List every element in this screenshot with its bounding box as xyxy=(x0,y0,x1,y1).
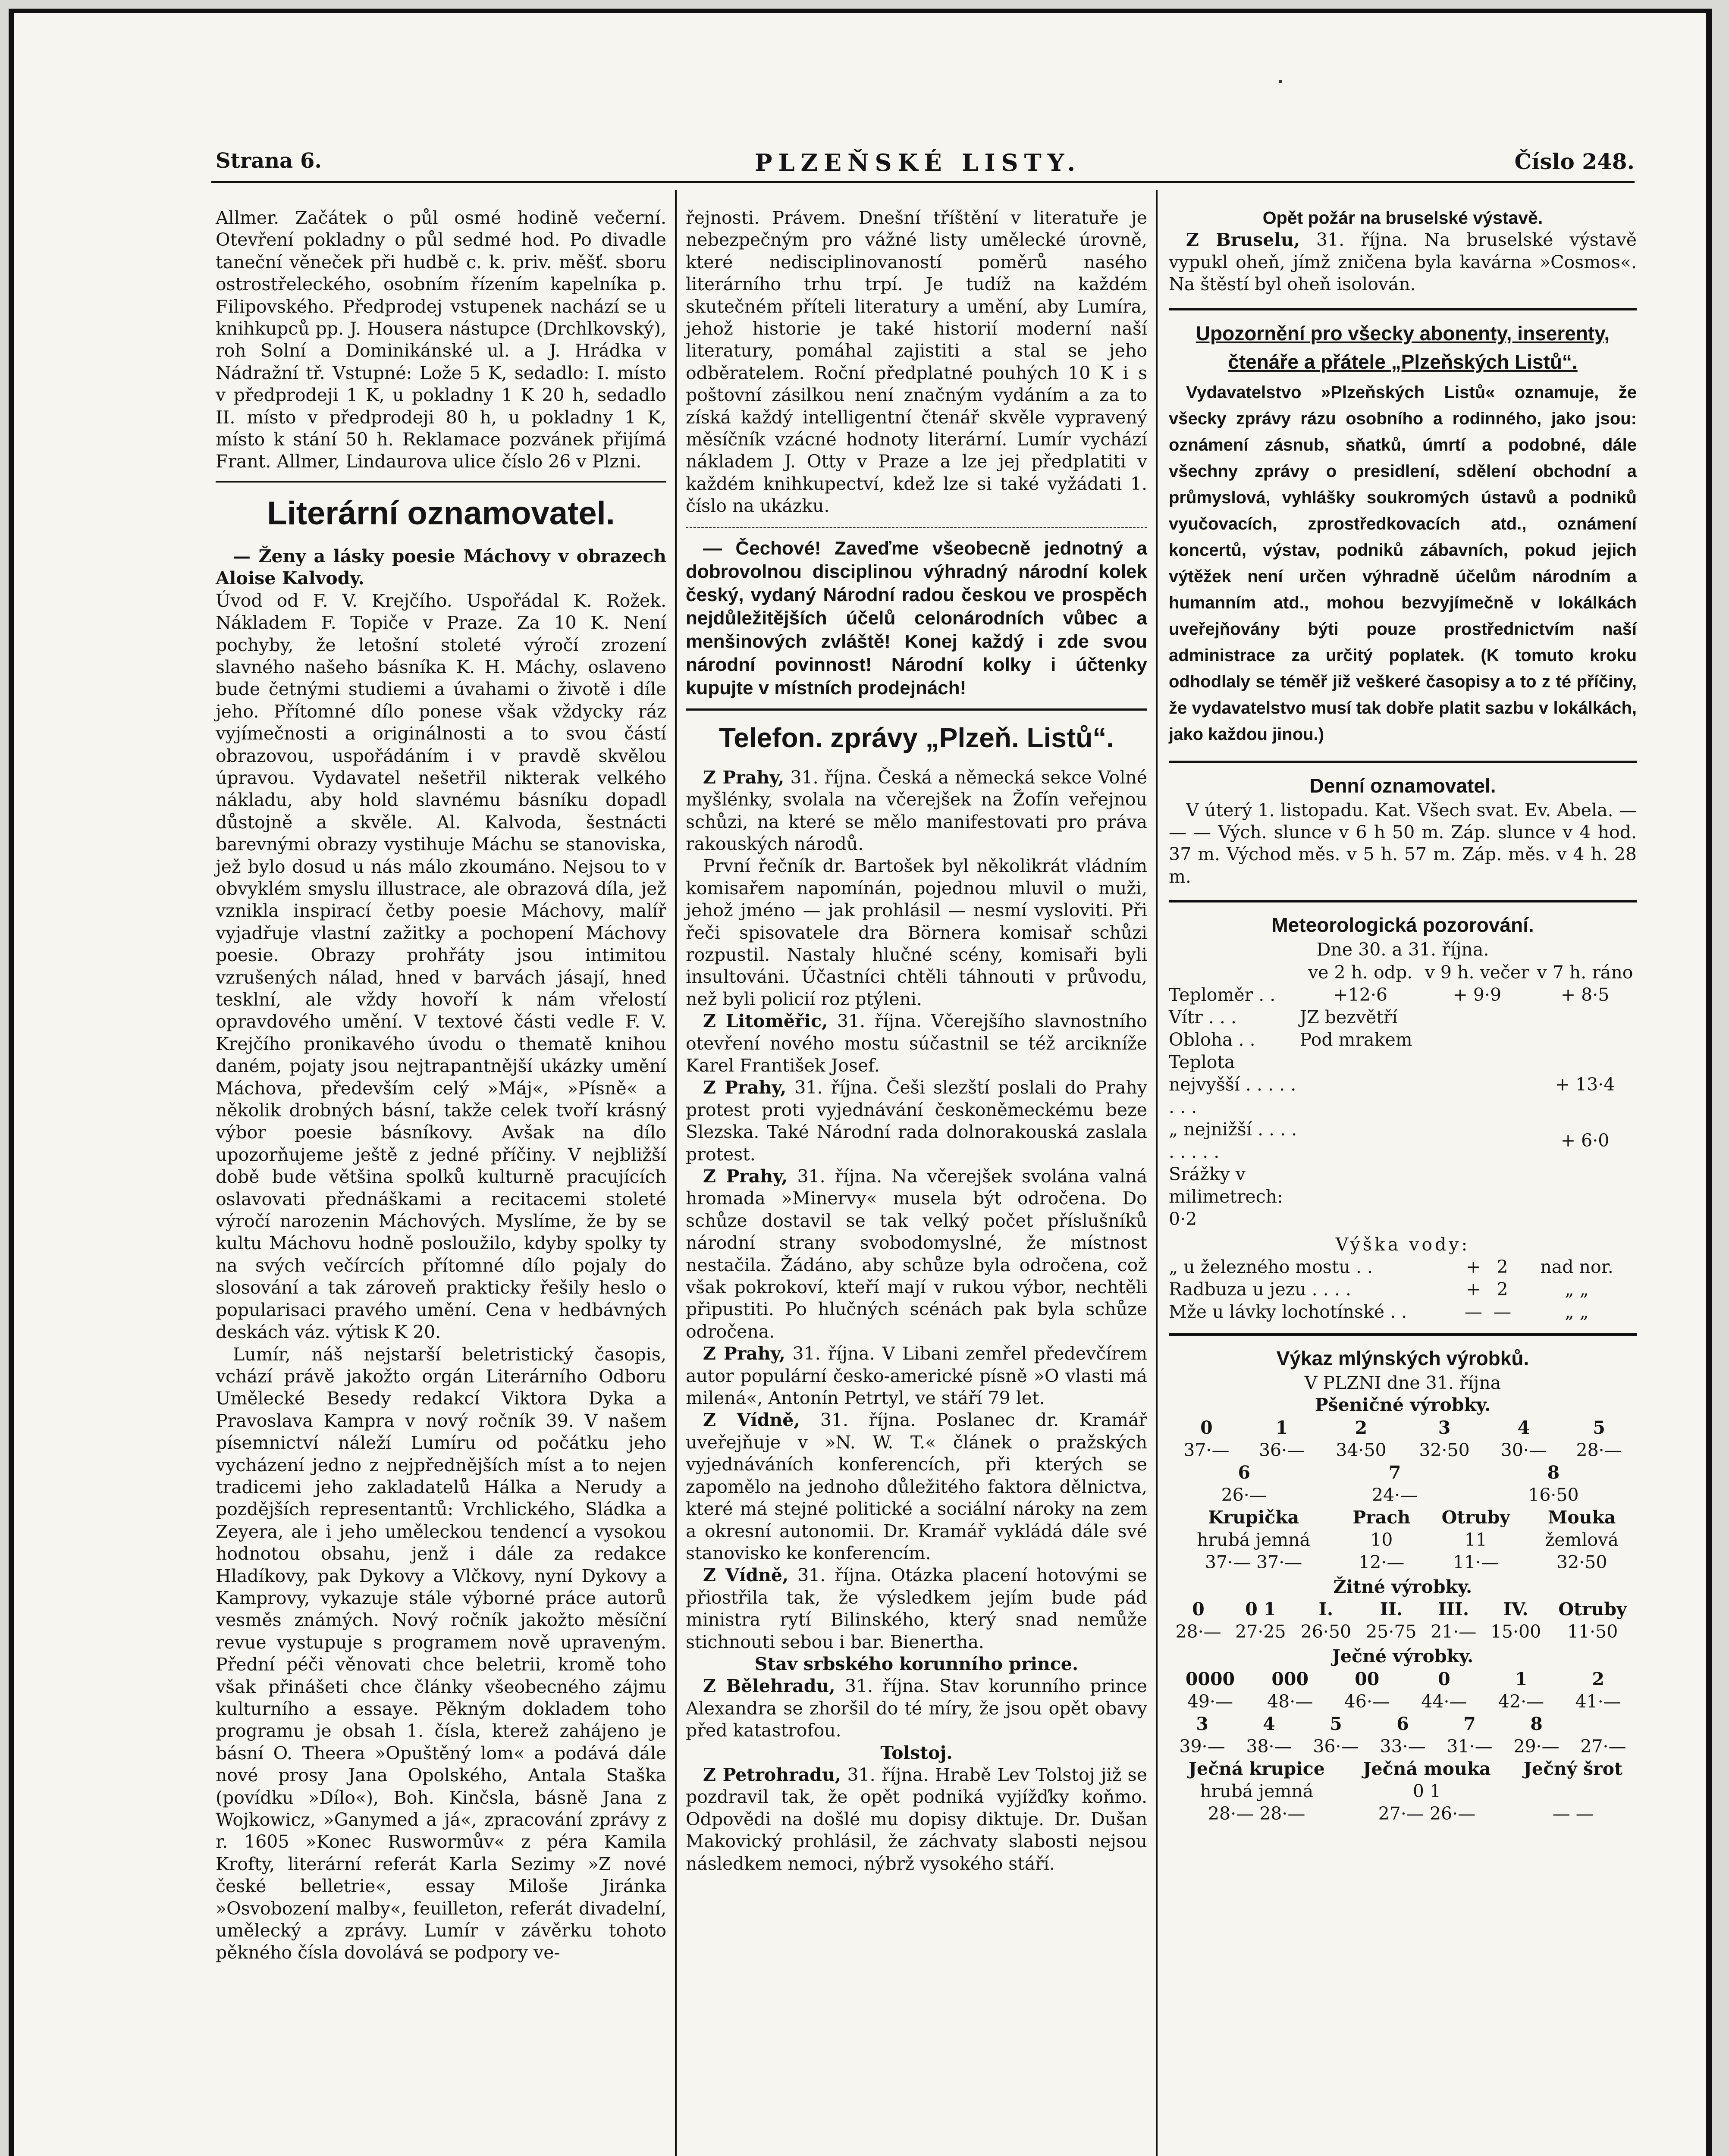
water-row xyxy=(1169,1278,1637,1300)
price-cell: 33·— xyxy=(1380,1736,1426,1757)
section-rule xyxy=(1169,1333,1637,1336)
price-cell: 41·— xyxy=(1575,1691,1621,1712)
meteo-value xyxy=(1421,1028,1534,1051)
price-cell: 42·— xyxy=(1498,1691,1544,1712)
news-dateline: Z Vídně, xyxy=(703,1565,789,1586)
price-cell: 8 xyxy=(1547,1462,1560,1483)
mill-title: Výkaz mlýnských výrobků. xyxy=(1276,1347,1529,1370)
price-cell: 00 xyxy=(1355,1668,1380,1689)
meteo-value xyxy=(1533,1163,1637,1230)
price-cell: 49·— xyxy=(1187,1691,1233,1712)
price-cell: 12·— xyxy=(1359,1551,1405,1573)
water-label: Radbuza u jezu . . . . xyxy=(1169,1279,1351,1300)
water-sign: + xyxy=(1466,1257,1481,1278)
news-item xyxy=(686,1077,1147,1166)
news-dateline: Z Prahy, xyxy=(703,1166,788,1187)
news-dateline: Z Bělehradu, xyxy=(703,1676,835,1697)
price-cell: 25·75 xyxy=(1366,1621,1417,1642)
meteo-row xyxy=(1169,984,1637,1006)
price-cell: 11·— xyxy=(1453,1551,1499,1573)
price-cell: 26·50 xyxy=(1300,1621,1352,1642)
price-row xyxy=(1169,1735,1637,1758)
price-cell: 24·— xyxy=(1372,1484,1418,1505)
section-rule xyxy=(1169,900,1637,903)
water-sign: + xyxy=(1466,1279,1481,1300)
price-cell: 6 xyxy=(1238,1462,1250,1483)
column-rule-1 xyxy=(675,190,677,2156)
news-dateline: Z Prahy, xyxy=(703,1343,785,1364)
news-text: 31. října. Otázka placení hotovými se přiostřila tak, že výsledkem jejím bude pád ministra rytí Bilinského, který snad nemůže stichnouti sebou i bar. Bienertha. xyxy=(686,1565,1147,1652)
lumir-continuation: řejnosti. Právem. Dnešní tříštění v literatuře je nebezpečným pro vážné listy umělecké úrovně, které nedisciplinovaností poměrů nasého literárního trhu trpí. Je tudíž na každém skutečném příteli literatury a umění, aby Lumíra, jehož historie je také historií moderní naší literatury, pomáhal zajistiti a stal se jeho odběratelem. Roční předplatné pouhých 10 K i s poštovní zásilkou není značným vydáním a za to získá každý intelligentní čtenář skvěle vypravený měsíčník vzácné hodnoty literární. Lumír vychází nákladem J. Otty v Praze a lze jej předplatiti v každém knihkupectví, kdež lze si také vyžádati 1. číslo na ukázku. xyxy=(686,207,1147,517)
price-cell: 10 xyxy=(1370,1529,1393,1550)
meteo-value: + 6·0 xyxy=(1560,1130,1610,1151)
news-item xyxy=(686,1675,1147,1742)
price-table xyxy=(1169,1598,1637,1643)
news-text: 31. října. V Libani zemřel předevčírem autor populární česko-americké písně »O vlasti má milená«, Antonín Petrtyl, ve stáří 79 let. xyxy=(686,1343,1147,1409)
fire-dateline: Z Bruselu, xyxy=(1186,229,1300,251)
price-cell: I. xyxy=(1318,1599,1334,1620)
scan-top-edge xyxy=(9,9,1712,13)
price-cell: Ječný šrot xyxy=(1523,1758,1622,1779)
price-cell: 000 xyxy=(1271,1668,1309,1689)
price-cell: žemlová xyxy=(1545,1529,1619,1550)
meteo-label: „ nejnižší . . . . . . . . . xyxy=(1169,1119,1297,1162)
price-cell: 44·— xyxy=(1421,1691,1467,1712)
meteo-label: Vítr . . . xyxy=(1169,1006,1236,1028)
meteo-value: Pod mrakem xyxy=(1299,1029,1412,1050)
price-row xyxy=(1169,1598,1637,1620)
price-cell: 7 xyxy=(1463,1713,1476,1734)
review-body: Úvod od F. V. Krejčího. Uspořádal K. Rožek. Nákladem F. Topiče v Praze. Za 10 K. Není pochyby, že letošní stoleté výročí zrození slavného našeho básníka K. H. Máchy, oslaveno bude četnými studiemi a úvahami o životě i díle jeho. Přítomné dílo ponese však vždycky ráz vyjímečnosti a originálnosti a to svou částí obrazovou, uspořádáním i v pravdě skvělou úpravou. Vydavatel nešetřil nikterak velkého nákladu, aby hold slavnému básníku dopadl důstojně a skvěle. Al. Kalvoda, šestnácti barevnými obrazy vystihuje Máchu se stanoviska, jež bylo dosud u nás málo zkoumáno. Nejsou to v obvyklém smyslu illustrace, ale obrazová díla, jež vznikla inspirací četby poesie Máchovy, malíř vyjadřuje vlastní zažitky a pochopení Máchovy poesie. Obrazy prohřáty jsou intimitou vzrušených nálad, hned v barvách jásají, hned tesklní, ale vždy hovoří k nám vřelostí opravdového umění. V textové části vedle F. V. Krejčího pronikavého úvodu o thematě knihou daném, pojaty jsou nejtrapantnější ukázky umění Máchova, především celý »Máj«, »Písně« a několik drobných básní, takže celek tvoří krásný výbor poesie básníkovy. Avšak na dílo upozorňujeme ještě z jedné příčiny. V nejbližší době bude většina spolků kulturně pracujících oslavovati přednáškami a recitacemi stoleté výročí narozenin Máchových. Myslíme, že by se kultu Máchovu hodně posloužilo, kdyby spolky ty na svých večírcích přítomné dílo pojaly do slosování a tak zároveň prakticky řešily heslo o popularisaci pravého umění. Cena v hedbávných deskách váz. výtisk K 20. xyxy=(216,590,666,1343)
meteo-value xyxy=(1300,1118,1421,1163)
review-lead: — Ženy a lásky poesie Máchovy v obrazech Aloise Kalvody. xyxy=(216,545,666,589)
price-cell: 37·— 37·— xyxy=(1205,1551,1302,1573)
section-title-literary: Literární oznamovatel. xyxy=(267,495,615,532)
price-cell: 0 xyxy=(1438,1668,1450,1689)
column-1 xyxy=(216,207,666,1964)
meteo-value xyxy=(1533,1028,1637,1051)
price-cell: 37·— xyxy=(1183,1439,1230,1460)
meteo-value xyxy=(1533,1006,1637,1028)
news-list xyxy=(686,767,1147,1875)
water-val: — xyxy=(1494,1301,1512,1322)
price-cell: 32·50 xyxy=(1419,1439,1470,1460)
price-cell: 1 xyxy=(1515,1668,1528,1689)
news-dateline: Z Litoměřic, xyxy=(703,1011,828,1032)
price-row xyxy=(1169,1461,1637,1484)
header-rule xyxy=(211,181,1635,183)
section-rule xyxy=(1169,308,1637,310)
meteo-value xyxy=(1421,1006,1534,1028)
page-header xyxy=(216,149,1635,183)
price-table xyxy=(1169,1416,1637,1461)
water-unit: nad nor. xyxy=(1540,1257,1613,1278)
water-label: Mže u lávky lochotínské . . xyxy=(1169,1301,1407,1322)
price-cell: Otruby xyxy=(1558,1599,1627,1620)
water-unit: „ „ xyxy=(1565,1279,1589,1300)
meteo-row xyxy=(1169,1006,1637,1028)
price-cell: 5 xyxy=(1593,1417,1605,1438)
news-dateline: Z Vídně, xyxy=(703,1410,800,1431)
article-continuation: Allmer. Začátek o půl osmé hodině večerní. Otevření pokladny o půl sedmé hod. Po divadle taneční věneček při hudbě c. k. priv. měšť. sboru ostrostřeleckého, osobním řízením kapelníka p. Filipovského. Předprodej vstupenek nachází se u knihkupců pp. J. Housera nástupce (Drchlkovský), roh Solní a Dominikánské ul. a J. Hrádka v Nádražní tř. Vstupné: Lože 5 K, sedadlo: I. místo v předprodeji 1 K, u pokladny 1 K 20 h, sedadlo II. místo v předprodeji 80 h, u pokladny 1 K, místo k stání 50 h. Reklamace pozvánek přijímá Frant. Allmer, Lindaurova ulice číslo 26 v Plzni. xyxy=(216,207,666,472)
price-cell: 39·— xyxy=(1179,1736,1225,1757)
news-text: 31. října. Češi slezští poslali do Prahy protest proti vyjednávání českoněmeckému beze Slezska. Také Národní rada dolnorakouská zaslala protest. xyxy=(686,1077,1147,1165)
meteo-value: + 13·4 xyxy=(1555,1074,1615,1095)
water-label: „ u železného mostu . . xyxy=(1169,1257,1373,1278)
price-cell: 4 xyxy=(1517,1417,1530,1438)
price-cell: 11·50 xyxy=(1567,1621,1618,1642)
news-text: První řečník dr. Bartošek byl několikrát vládním komisařem napomínán, pojednou mluvil o muži, jehož jméno — jak prohlásil — nesmí vysloviti. Při řeči spisovatele dra Börnera komisař schůzi rozpustil. Nastaly hlučné scény, komisaři byli insultováni. Účastníci chtěli táhnouti v průvodu, než byli policií roz ptýleni. xyxy=(686,856,1147,1009)
water-table xyxy=(1169,1256,1637,1323)
section-rule xyxy=(686,708,1147,711)
price-row xyxy=(1169,1416,1637,1439)
notice-title: Upozornění pro všecky abonenty, inserenty, čtenáře a přátele „Plzeňských Listů“. xyxy=(1196,322,1610,373)
price-cell: 15·00 xyxy=(1490,1621,1541,1642)
meteo-label: Teplota nejvyšší . . . . . . . . xyxy=(1169,1051,1296,1117)
price-cell: 27·— 26·— xyxy=(1378,1803,1476,1824)
barley-price-tables xyxy=(1169,1668,1637,1825)
news-text: 31. října. Hrabě Lev Tolstoj již se pozdravil tak, že opět podniká vyjížďky koňmo. Odpovědi na došlé mu dopisy diktuje. Dr. Dušan Makovický prohlásil, že záchvaty slabosti nejsou následkem nemoci, nýbrž vysokého stáří. xyxy=(686,1764,1147,1874)
meteo-row xyxy=(1169,1028,1637,1051)
meteo-value: +12·6 xyxy=(1333,984,1387,1005)
newspaper-page xyxy=(9,9,1712,2156)
price-cell: 5 xyxy=(1330,1713,1342,1734)
water-row xyxy=(1169,1300,1637,1323)
price-row xyxy=(1169,1506,1637,1529)
water-sign: — xyxy=(1464,1301,1482,1322)
price-table xyxy=(1169,1713,1637,1758)
meteo-label: Teploměr . . xyxy=(1169,984,1276,1005)
news-item xyxy=(686,1564,1147,1653)
news-text: 31. října. Stav korunního prince Alexandra se zhoršil do té míry, že jsou opět obavy před katastrofou. xyxy=(686,1676,1147,1741)
price-cell: Otruby xyxy=(1441,1507,1510,1528)
price-cell: 6 xyxy=(1396,1713,1409,1734)
national-appeal: — Čechové! Zaveďme všeobecně jednotný a dobrovolnou disciplinou výhradný národní kolek český, vydaný Národní radou českou ve prospěch nejdůležitějších účelů celonárodních vůbec a menšinových zvláště! Konej každý i zde svou národní povinnost! Národní kolky i účtenky kupujte v místních prodejnách! xyxy=(686,537,1147,699)
price-cell: 46·— xyxy=(1344,1691,1390,1712)
meteo-value xyxy=(1421,1051,1534,1118)
price-cell: Krupička xyxy=(1208,1507,1299,1528)
section-rule xyxy=(216,481,666,483)
news-item xyxy=(686,1343,1147,1409)
news-item xyxy=(686,767,1147,856)
column-2 xyxy=(686,207,1147,1875)
meteo-row xyxy=(1169,1163,1637,1230)
price-cell: III. xyxy=(1438,1599,1469,1620)
price-cell: 0 xyxy=(1200,1417,1213,1438)
price-cell: 36·— xyxy=(1313,1736,1359,1757)
section-rule xyxy=(1169,761,1637,763)
price-cell: — — xyxy=(1552,1803,1594,1824)
wheat-title: Pšeničné výrobky. xyxy=(1315,1395,1491,1416)
price-cell: 27·25 xyxy=(1235,1621,1286,1642)
news-item xyxy=(686,855,1147,1010)
meteo-row xyxy=(1169,1051,1637,1118)
price-cell: 2 xyxy=(1355,1417,1368,1438)
news-subheading: Tolstoj. xyxy=(880,1742,953,1763)
meteo-value xyxy=(1421,1118,1534,1163)
wheat-price-tables xyxy=(1169,1416,1637,1573)
price-cell: 34·50 xyxy=(1336,1439,1387,1460)
price-cell: 31·— xyxy=(1447,1736,1493,1757)
lumir-article: Lumír, náš nejstarší beletristický časopis, vchází právě jakožto orgán Literárního Odboru Umělecké Besedy redakcí Viktora Dyka a Pravoslava Kampra v nový ročník 39. V našem písemnictví náleží Lumíru od počátku jeho vycházení jedno z nejpřednějších míst a to nejen tradicemi jeho zakladatelů Hálka a Nerudy a pozdějších representantů: Vrchlického, Sládka a Zeyera, ale i jeho uměleckou tendencí a vysokou hodnotou obsahu, jenž i dále za redakce Hladíkovy, pak Dykovy a Vlčkovy, nyní Dykovy a Kamprovy, vykazuje stále výborné práce autorů vesměs známých. Nový ročník jakožto měsíční revue vystupuje s programem nově upraveným. Přední péči věnovati chce beletrii, kromě toho však přinášeti chce články všeobecného zájmu kulturního a essaye. Pěkným dokladem toho programu je obsah 1. čísla, kterež zahájeno je básní O. Theera »Opuštěný lom« a podává dále nové prosy Jana Opolského, Antala Staška (povídku »Dílo«), Boh. Kinčsla, básně Jana z Wojkowicz, »Ganymed a já«, zpracování zprávy z r. 1605 »Konec Ruswormův« z péra Kamila Krofty, literární referát Karla Sezimy »Z nové české belletrie«, essay Miloše Jiránka »Osvobození malby«, feuilleton, referát divadelní, umělecký a zprávy. Lumír v závěrku tohoto pěkného čísla dovolává se podpory ve- xyxy=(216,1344,666,1963)
news-item xyxy=(686,1764,1147,1875)
water-unit: „ „ xyxy=(1565,1301,1589,1322)
meteo-value: + 8·5 xyxy=(1560,984,1610,1005)
meteo-time-1: ve 2 h. odp. xyxy=(1308,962,1413,983)
rye-price-tables xyxy=(1169,1598,1637,1643)
news-item xyxy=(686,1166,1147,1343)
price-cell: Mouka xyxy=(1547,1507,1616,1528)
news-dateline: Z Prahy, xyxy=(703,1077,787,1098)
price-cell: Prach xyxy=(1352,1507,1411,1528)
price-cell: 26·— xyxy=(1221,1484,1267,1505)
meteo-row xyxy=(1169,1118,1637,1163)
water-val: 2 xyxy=(1497,1257,1508,1278)
price-cell: 48·— xyxy=(1267,1691,1313,1712)
price-cell: hrubá jemná xyxy=(1200,1780,1314,1802)
price-cell xyxy=(1509,1780,1637,1802)
price-cell: 28·— 28·— xyxy=(1208,1803,1305,1824)
daily-text: V úterý 1. listopadu. Kat. Všech svat. Ev. Abela. — — — Vých. slunce v 6 h 50 m. Záp. slunce v 4 hod. 37 m. Východ měs. v 5 h. 57 m. Záp. měs. v 4 h. 28 m. xyxy=(1169,799,1637,887)
fire-text: 31. října. Na bruselské výstavě vypukl oheň, jímž zničena byla kavárna »Cosmos«. Na štěstí byl oheň isolován. xyxy=(1169,229,1637,295)
price-row xyxy=(1169,1780,1637,1802)
meteo-time-3: v 7 h. ráno xyxy=(1537,962,1633,983)
price-cell: IV. xyxy=(1503,1599,1528,1620)
price-cell: 32·50 xyxy=(1556,1551,1607,1573)
price-cell: 3 xyxy=(1196,1713,1208,1734)
price-cell: 29·— xyxy=(1513,1736,1560,1757)
barley-title: Ječné výrobky. xyxy=(1332,1646,1474,1667)
masthead-title: PLZEŇSKÉ LISTY. xyxy=(755,149,1082,176)
fire-title: Opět požár na bruselské výstavě. xyxy=(1262,208,1543,228)
meteo-date: Dne 30. a 31. října. xyxy=(1316,939,1489,960)
price-cell: 4 xyxy=(1263,1713,1275,1734)
price-row xyxy=(1169,1484,1637,1506)
price-cell: Ječná krupice xyxy=(1188,1758,1325,1779)
price-cell: 7 xyxy=(1388,1462,1401,1483)
price-table xyxy=(1169,1461,1637,1506)
meteo-value: JZ bezvětří xyxy=(1299,1006,1398,1028)
meteo-label: Srážky v milimetrech: 0·2 xyxy=(1169,1163,1283,1229)
price-cell: 3 xyxy=(1438,1417,1451,1438)
price-table xyxy=(1169,1506,1637,1573)
water-val: 2 xyxy=(1497,1279,1508,1300)
meteo-value xyxy=(1300,1163,1421,1230)
price-cell: 16·50 xyxy=(1528,1484,1579,1505)
water-title: Výška vody: xyxy=(1335,1234,1470,1255)
meteo-title: Meteorologická pozorování. xyxy=(1271,914,1534,937)
scan-right-edge xyxy=(1706,9,1712,2156)
price-row xyxy=(1169,1529,1637,1551)
price-cell: 21·— xyxy=(1431,1621,1477,1642)
price-row xyxy=(1169,1713,1637,1735)
price-cell: 38·— xyxy=(1246,1736,1292,1757)
news-text: 31. října. Poslanec dr. Kramář uveřejňuje v »N. W. T.« článek o pražských vyjednáváních konferencích, při kterých se zapomělo na jednoho důležitého faktora dělnictva, které má stejné politické a sociální nároky na zem a okresní autonomii. Dr. Kramář vykládá dále své stanovisko ke konferencím. xyxy=(686,1410,1147,1564)
price-row xyxy=(1169,1758,1637,1780)
price-cell: 0 1 xyxy=(1245,1599,1276,1620)
issue-number: Číslo 248. xyxy=(1514,149,1635,174)
price-row xyxy=(1169,1802,1637,1825)
meteo-table xyxy=(1169,961,1637,1230)
meteo-label: Obloha . . xyxy=(1169,1029,1255,1050)
section-title-telefon: Telefon. zprávy „Plzeň. Listů“. xyxy=(719,722,1114,753)
price-cell: 28·— xyxy=(1175,1621,1221,1642)
column-rule-2 xyxy=(1156,190,1158,2156)
meteo-value: + 9·9 xyxy=(1453,984,1502,1005)
price-cell: II. xyxy=(1380,1599,1403,1620)
daily-title: Denní oznamovatel. xyxy=(1309,774,1496,797)
price-cell: 11 xyxy=(1464,1529,1487,1550)
rye-title: Žitné výrobky. xyxy=(1333,1576,1472,1597)
price-table xyxy=(1169,1668,1637,1713)
scan-left-edge xyxy=(9,9,14,2156)
meteo-value xyxy=(1300,1051,1421,1118)
news-text: 31. října. Včerejšího slavnostního otevření nového mostu súčastnil se též arcikníže Karel František Josef. xyxy=(686,1011,1147,1076)
column-3 xyxy=(1169,207,1637,1825)
price-row xyxy=(1169,1551,1637,1573)
notice-text: Vydavatelstvo »Plzeňských Listů« oznamuje, že všecky zprávy rázu osobního a rodinného, jako jsou: oznámení zásnub, sňatků, úmrtí a podobné, dále všechny zprávy o presidlení, sdělení obchodní a průmyslová, vyhlášky soukromých ústavů a podniků vyučovacích, zprostředkovacích atd., oznámení koncertů, výstav, podniků zábavních, pokud jejich výtěžek není určen výhradně účelům národním a humanním atd., mohou bezvyjímečně v lokálkách uveřejňovány býti pouze prostřednictvím naší administrace za určitý poplatek. (K tomuto kroku odhodlaly se téměř již veškeré časopisy a to z té příčiny, že vydavatelstvo musí tak dobře platit sazbu v lokálkách, jako každou jinou.) xyxy=(1169,382,1637,744)
meteo-value xyxy=(1421,1163,1534,1230)
price-cell: 2 xyxy=(1592,1668,1604,1689)
news-dateline: Z Petrohradu, xyxy=(703,1764,841,1785)
price-row xyxy=(1169,1439,1637,1461)
price-cell: 36·— xyxy=(1258,1439,1305,1460)
scan-speck xyxy=(1279,80,1282,83)
price-cell: 28·— xyxy=(1576,1439,1622,1460)
news-item xyxy=(686,1409,1147,1564)
price-row xyxy=(1169,1620,1637,1643)
price-cell: 0 1 xyxy=(1412,1780,1441,1802)
water-row xyxy=(1169,1256,1637,1278)
meteo-time-2: v 9 h. večer xyxy=(1425,962,1529,983)
price-cell: Ječná mouka xyxy=(1363,1758,1491,1779)
price-cell: 27·— xyxy=(1580,1736,1626,1757)
price-row xyxy=(1169,1690,1637,1713)
price-cell: 8 xyxy=(1530,1713,1543,1734)
price-cell: 1 xyxy=(1275,1417,1288,1438)
price-cell: 0 xyxy=(1192,1599,1205,1620)
price-cell: hrubá jemná xyxy=(1197,1529,1310,1550)
news-dateline: Z Prahy, xyxy=(703,767,784,788)
news-subheading: Stav srbského korunního prince. xyxy=(754,1653,1079,1674)
price-cell: 30·— xyxy=(1500,1439,1547,1460)
page-number: Strana 6. xyxy=(216,149,322,173)
price-row xyxy=(1169,1668,1637,1690)
dashed-divider xyxy=(686,527,1147,537)
price-table xyxy=(1169,1758,1637,1825)
mill-place: V PLZNI dne 31. října xyxy=(1304,1373,1501,1394)
news-text: 31. října. Česká a německá sekce Volné myšlénky, svolala na včerejšek na Žofín veřejnou schůzi, na které se mělo manifestovati pro práva rakouských národů. xyxy=(686,767,1147,854)
news-text: 31. října. Na včerejšek svolána valná hromada »Minervy« musela být odročena. Do schůze dostavil se tak velký počet příslušníků národní strany svobodomyslné, že místnost nestačila. Žádáno, aby schůze byla odročena, což však pokrokoví, kteří mají v rukou výbor, nechtěli připustiti. Po hlučných scénách pak byla schůze odročena. xyxy=(686,1166,1147,1342)
news-item xyxy=(686,1010,1147,1077)
price-cell: 0000 xyxy=(1185,1668,1235,1689)
